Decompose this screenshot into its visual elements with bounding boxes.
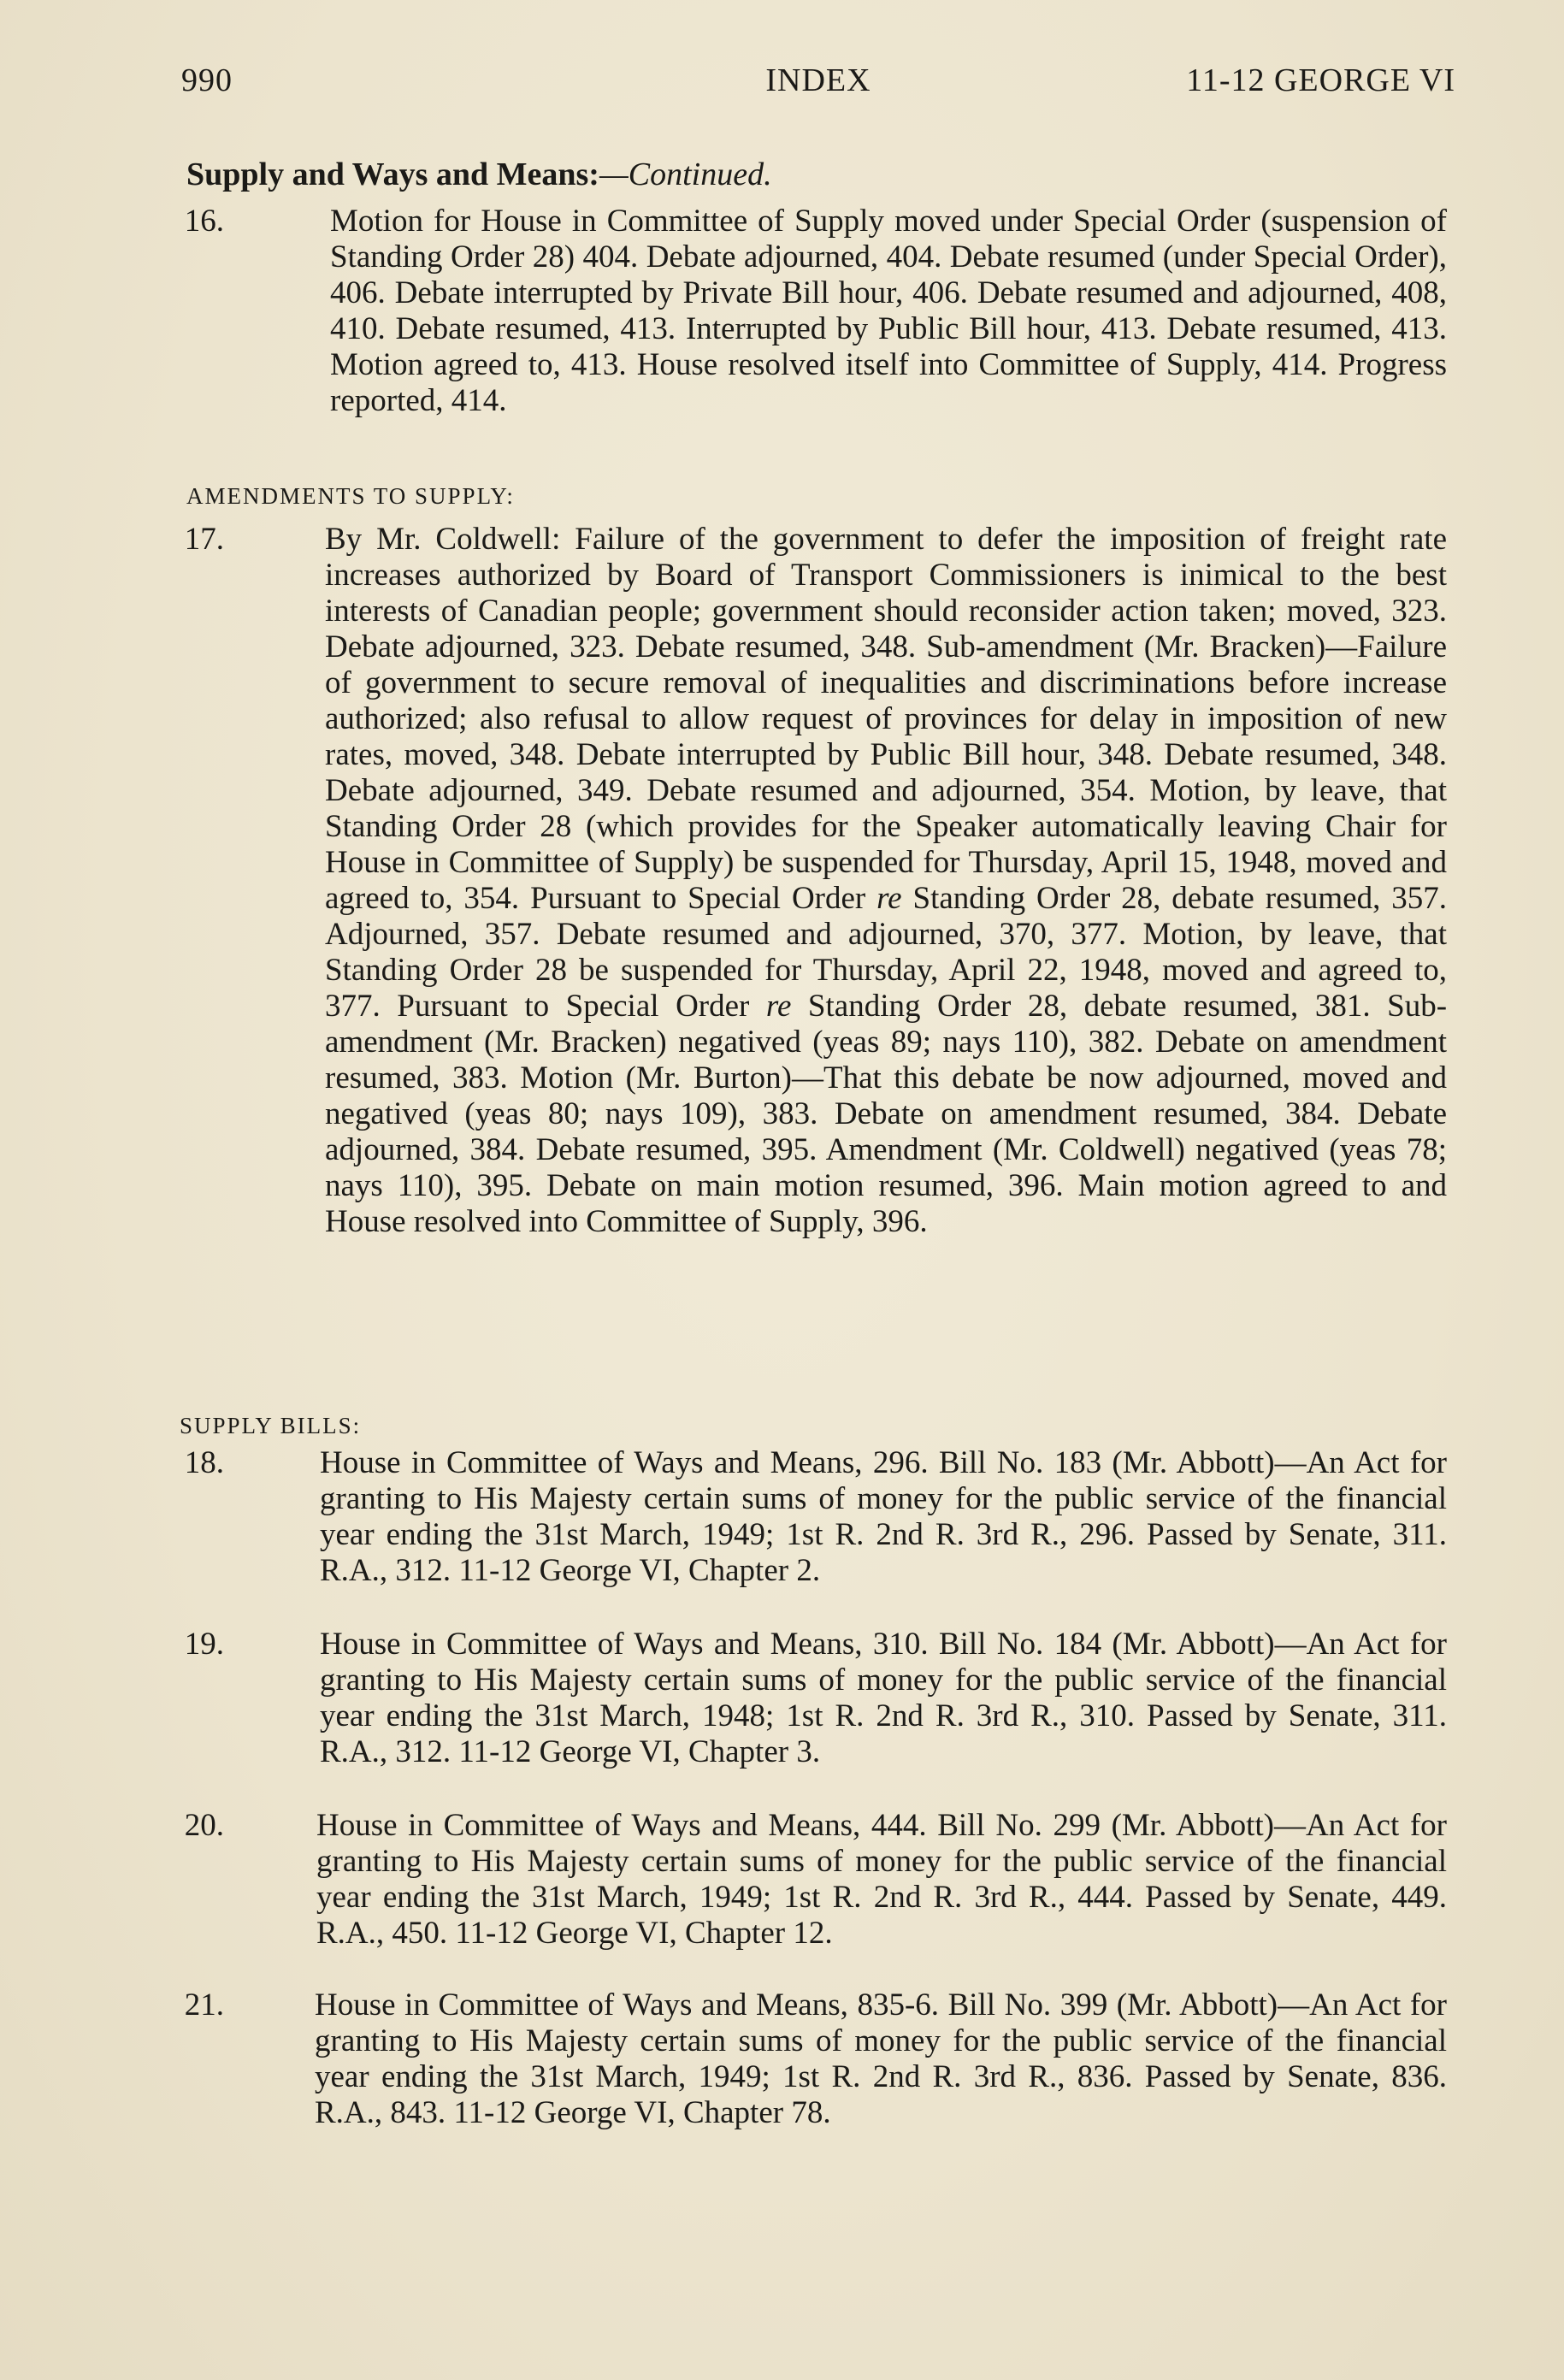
index-entry-17 <box>184 522 1448 1240</box>
entry-text-part: Standing Order 28, debate resumed, 381. Sub-amendment (Mr. Bracken) negatived (yeas 89; nays 110), 382. Debate on amendment resumed, 383. Motion (Mr. Burton)—That this debate be now adjourned, moved and negatived (yeas 80; nays 109), 383. Debate on amendment resumed, 384. Debate adjourned, 384. Debate resumed, 395. Amendment (Mr. Coldwell) negatived (yeas 78; nays 110), 395. Debate on main motion resumed, 396. Main motion agreed to and House resolved into Committee of Supply, 396. <box>325 989 1448 1239</box>
section-continued: —Continued. <box>599 157 772 192</box>
index-entry-19 <box>184 1627 1447 1770</box>
entry-number: 19. <box>184 1627 224 1662</box>
running-head-regnal-year: 11-12 GEORGE VI <box>1186 62 1455 98</box>
entry-number: 17. <box>184 522 224 557</box>
section-title: Supply and Ways and Means: <box>186 157 599 192</box>
entry-text: House in Committee of Ways and Means, 444. Bill No. 299 (Mr. Abbott)—An Act for granting to His Majesty certain sums of money for the public service of the financial year ending the 31st March, 1949; 1st R. 2nd R. 3rd R., 444. Passed by Senate, 449. R.A., 450. 11-12 George VI, Chapter 12. <box>316 1808 1447 1951</box>
entry-text: House in Committee of Ways and Means, 310. Bill No. 184 (Mr. Abbott)—An Act for granting to His Majesty certain sums of money for the public service of the financial year ending the 31st March, 1948; 1st R. 2nd R. 3rd R., 310. Passed by Senate, 311. R.A., 312. 11-12 George VI, Chapter 3. <box>320 1627 1447 1769</box>
entry-text-part: Standing Order 28, debate resumed, 357. Adjourned, 357. Debate resumed and adjourned, 370, 377. Motion, by leave, that Standing Order 28 be suspended for Thursday, April 22, 1948, moved and agreed to, 377. Pursuant to Special Order <box>325 881 1448 1024</box>
entry-text-part: By Mr. Coldwell: Failure of the government to defer the imposition of freight rate increases authorized by Board of Transport Commissioners is inimical to the best interests of Canadian people; government should reconsider action taken; moved, 323. Debate adjourned, 323. Debate resumed, 348. Sub-amendment (Mr. Bracken)—Failure of government to secure removal of inequalities and discriminations before increase authorized; also refusal to allow request of provinces for delay in imposition of new rates, moved, 348. Debate interrupted by Public Bill hour, 348. Debate resumed, 348. Debate adjourned, 349. Debate resumed and adjourned, 354. Motion, by leave, that Standing Order 28 (which provides for the Speaker automatically leaving Chair for House in Committee of Supply) be suspended for Thursday, April 15, 1948, moved and agreed to, 354. Pursuant to Special Order <box>325 522 1447 916</box>
entry-text <box>241 522 1447 1240</box>
entry-number: 18. <box>184 1445 224 1480</box>
re-italic: re <box>765 989 792 1024</box>
sub-heading-amendments: AMENDMENTS TO SUPPLY: <box>186 483 515 509</box>
sub-heading-supply-bills: SUPPLY BILLS: <box>180 1413 362 1438</box>
entry-text: Motion for House in Committee of Supply moved under Special Order (suspension of Standing Order 28) 404. Debate adjourned, 404. Debate resumed (under Special Order), 406. Debate interrupted by Private Bill hour, 406. Debate resumed and adjourned, 408, 410. Debate resumed, 413. Interrupted by Public Bill hour, 413. Debate resumed, 413. Motion agreed to, 413. House resolved itself into Committee of Supply, 414. Progress reported, 414. <box>330 204 1447 418</box>
entry-number: 21. <box>184 1987 224 2023</box>
entry-number: 20. <box>184 1808 224 1843</box>
index-entry-16 <box>184 204 1447 419</box>
section-heading <box>186 156 772 193</box>
index-entry-18 <box>184 1445 1447 1589</box>
index-entry-20 <box>184 1808 1447 1952</box>
entry-text: House in Committee of Ways and Means, 296. Bill No. 183 (Mr. Abbott)—An Act for granting to His Majesty certain sums of money for the public service of the financial year ending the 31st March, 1949; 1st R. 2nd R. 3rd R., 296. Passed by Senate, 311. R.A., 312. 11-12 George VI, Chapter 2. <box>320 1445 1447 1588</box>
index-entry-21 <box>184 1987 1447 2131</box>
running-head-title: INDEX <box>765 62 871 98</box>
entry-number: 16. <box>184 204 224 239</box>
page-number: 990 <box>181 62 233 98</box>
running-head <box>181 62 1455 104</box>
re-italic: re <box>876 881 902 916</box>
entry-text: House in Committee of Ways and Means, 835-6. Bill No. 399 (Mr. Abbott)—An Act for granting to His Majesty certain sums of money for the public service of the financial year ending the 31st March, 1949; 1st R. 2nd R. 3rd R., 836. Passed by Senate, 836. R.A., 843. 11-12 George VI, Chapter 78. <box>315 1987 1447 2130</box>
